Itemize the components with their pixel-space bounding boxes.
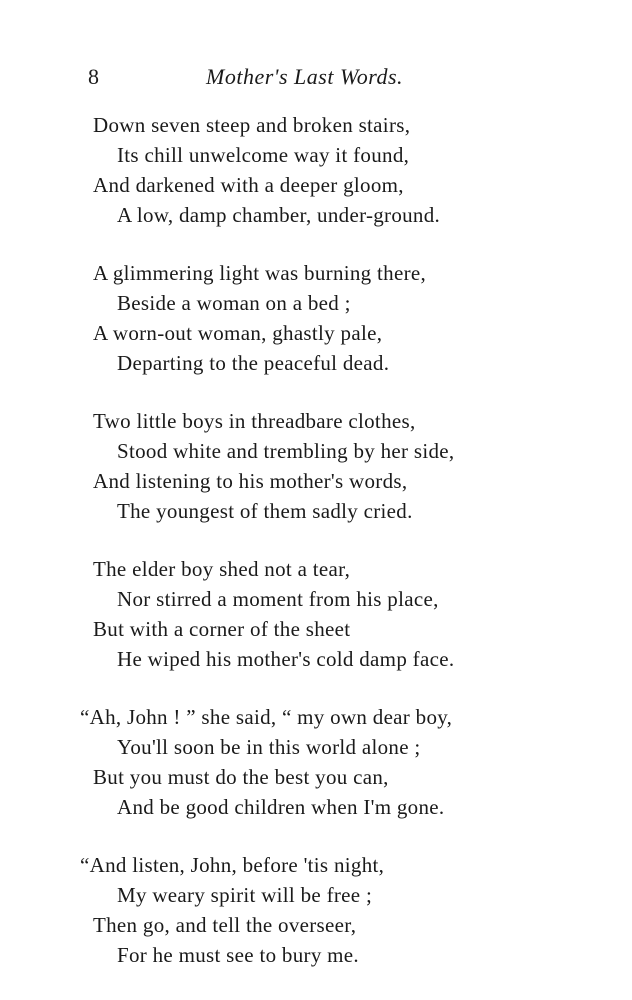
poem-line: “Ah, John ! ” she said, “ my own dear boy, <box>80 705 453 729</box>
poem-line: Then go, and tell the overseer, <box>93 913 357 937</box>
poem-line: A worn-out woman, ghastly pale, <box>93 321 383 345</box>
poem-line: The youngest of them sadly cried. <box>117 499 413 523</box>
stanza-2 <box>0 258 632 378</box>
poem-line: He wiped his mother's cold damp face. <box>117 647 455 671</box>
poem-line: Beside a woman on a bed ; <box>117 291 351 315</box>
running-title: Mother's Last Words. <box>206 64 404 89</box>
poem-line: Departing to the peaceful dead. <box>117 351 390 375</box>
poem-line: But you must do the best you can, <box>93 765 389 789</box>
poem-line: Down seven steep and broken stairs, <box>93 113 411 137</box>
poem-line: For he must see to bury me. <box>117 943 359 967</box>
poem-line: And darkened with a deeper gloom, <box>93 173 404 197</box>
poem-line: You'll soon be in this world alone ; <box>117 735 421 759</box>
poem-line: But with a corner of the sheet <box>93 617 351 641</box>
poem-line: And be good children when I'm gone. <box>117 795 445 819</box>
poem-line: Its chill unwelcome way it found, <box>117 143 410 167</box>
poem-line: My weary spirit will be free ; <box>117 883 373 907</box>
poem-line: Two little boys in threadbare clothes, <box>93 409 416 433</box>
poem-line: Nor stirred a moment from his place, <box>117 587 439 611</box>
poem-line: The elder boy shed not a tear, <box>93 557 351 581</box>
stanza-3 <box>0 406 632 526</box>
stanza-1 <box>0 110 632 230</box>
page-number: 8 <box>88 64 99 89</box>
poem-line: And listening to his mother's words, <box>93 469 408 493</box>
stanza-6 <box>0 850 632 970</box>
poem-line: A glimmering light was burning there, <box>93 261 427 285</box>
page-header <box>88 62 448 92</box>
poem-line: Stood white and trembling by her side, <box>117 439 455 463</box>
stanza-4 <box>0 554 632 674</box>
poem-line: A low, damp chamber, under-ground. <box>117 203 441 227</box>
stanza-5 <box>0 702 632 822</box>
poem-line: “And listen, John, before 'tis night, <box>80 853 385 877</box>
poem-body <box>0 110 632 998</box>
